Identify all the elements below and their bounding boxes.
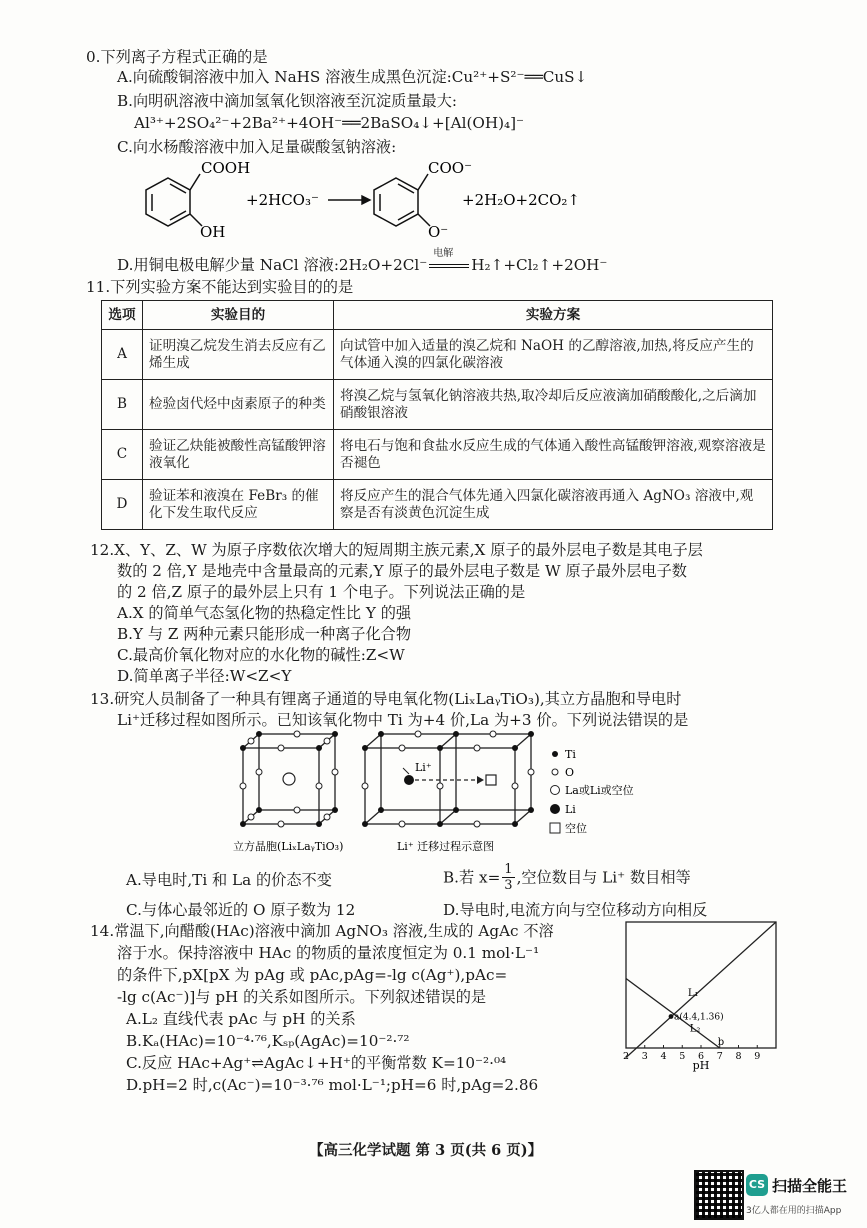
- q12-option-c: C.最高价氧化物对应的水化物的碱性:Z<W: [117, 646, 405, 664]
- products-term: +2H₂O+2CO₂↑: [462, 191, 580, 209]
- electrolysis-arrow: [427, 248, 471, 274]
- q10-option-c: C.向水杨酸溶液中加入足量碳酸氢钠溶液:: [117, 138, 397, 156]
- q10-option-d-right: H₂↑+Cl₂↑+2OH⁻: [471, 256, 608, 274]
- table-row: [102, 430, 773, 480]
- bicarbonate-term: +2HCO₃⁻: [246, 191, 319, 209]
- table-row: [102, 380, 773, 430]
- fraction-numerator: 1: [504, 862, 513, 877]
- li-label-leader: [403, 768, 409, 774]
- q12-option-d: D.简单离子半径:W<Z<Y: [117, 667, 292, 685]
- q13-option-b: [443, 862, 691, 898]
- q13-option-a: A.导电时,Ti 和 La 的价态不变: [126, 871, 332, 889]
- px-ph-chart: [618, 918, 783, 1072]
- caption-migration: Li⁺ 迁移过程示意图: [397, 840, 495, 853]
- scanner-brand-name: 扫描全能王: [772, 1177, 848, 1195]
- q10-stem: 0.下列离子方程式正确的是: [86, 48, 268, 66]
- q14-stem-line2: 溶于水。保持溶液中 HAc 的物质的量浓度恒定为 0.1 mol·L⁻¹: [117, 944, 540, 962]
- x-tick-label: 8: [735, 1051, 742, 1062]
- chart-frame: [626, 922, 776, 1048]
- fraction-denominator: 3: [504, 878, 513, 893]
- x-tick-label: 5: [679, 1051, 686, 1062]
- scanner-tagline: 3亿人都在用的扫描App: [746, 1206, 842, 1216]
- series-label-l2: L₂: [689, 1023, 701, 1035]
- migration-atoms-ti: [362, 731, 534, 827]
- header-option: 选项: [102, 301, 143, 330]
- q12-stem-line3: 的 2 倍,Z 原子的最外层上只有 1 个电子。下列说法正确的是: [117, 583, 526, 601]
- reactant-oh-label: OH: [200, 223, 226, 241]
- migration-atoms-o: [362, 731, 534, 827]
- q12-option-a: A.X 的简单气态氢化物的热稳定性比 Y 的强: [117, 604, 412, 622]
- q12-option-b: B.Y 与 Z 两种元素只能形成一种离子化合物: [117, 625, 412, 643]
- reactant-cooh-label: COOH: [201, 159, 251, 177]
- row-option: C: [102, 430, 143, 480]
- q13-stem-line2: Li⁺迁移过程如图所示。已知该氧化物中 Ti 为+4 价,La 为+3 价。下列说法错误的是: [117, 711, 689, 729]
- reaction-arrow-icon: [328, 196, 370, 204]
- product-coo-label: COO⁻: [428, 159, 472, 177]
- x-tick-label: 4: [660, 1051, 667, 1062]
- salicylate-structure: [374, 174, 430, 226]
- x-axis-label: pH: [692, 1059, 710, 1072]
- migration-arrow-icon: [477, 776, 484, 784]
- li-ion-label: Li⁺: [415, 761, 432, 774]
- legend: [550, 748, 634, 835]
- x-tick-label: 3: [641, 1051, 648, 1062]
- q10-option-b: B.向明矾溶液中滴加氢氧化钡溶液至沉淀质量最大:: [117, 92, 458, 110]
- salicylic-reaction-scheme: [140, 156, 620, 242]
- q12-stem-line2: 数的 2 倍,Y 是地壳中含量最高的元素,Y 原子的最外层电子数是 W 原子最外层电子数: [117, 562, 687, 580]
- experiment-table: [101, 300, 773, 530]
- series-label-l1: L₁: [687, 987, 699, 999]
- legend-la-li-vacancy: La或Li或空位: [565, 784, 634, 797]
- row-plan: 向试管中加入适量的溴乙烷和 NaOH 的乙醇溶液,加热,将反应产生的气体通入溴的四氯化碳溶液: [334, 330, 773, 380]
- point-b-label: b: [717, 1037, 725, 1048]
- point-a: [669, 1014, 674, 1019]
- row-goal: 检验卤代烃中卤素原子的种类: [143, 380, 334, 430]
- row-goal: 验证乙炔能被酸性高锰酸钾溶液氧化: [143, 430, 334, 480]
- point-a-label: a(4.4,1.36): [674, 1012, 724, 1023]
- q12-stem-line1: 12.X、Y、Z、W 为原子序数依次增大的短周期主族元素,X 原子的最外层电子数是其电子层: [90, 541, 703, 559]
- electrolysis-label: 电解: [433, 248, 454, 259]
- q14-option-c: C.反应 HAc+Ag⁺⇌AgAc↓+H⁺的平衡常数 K=10⁻²·⁰⁴: [126, 1054, 507, 1072]
- q13-stem-line1: 13.研究人员制备了一种具有锂离子通道的导电氧化物(LiₓLaᵧTiO₃),其立方晶胞和导电时: [90, 690, 682, 708]
- legend-li: Li: [565, 803, 576, 816]
- fraction-one-third: [502, 862, 514, 893]
- row-goal: 证明溴乙烷发生消去反应有乙烯生成: [143, 330, 334, 380]
- q10-option-a: A.向硫酸铜溶液中加入 NaHS 溶液生成黑色沉淀:Cu²⁺+S²⁻══CuS↓: [117, 68, 588, 86]
- row-option: D: [102, 480, 143, 530]
- li-ion-atom: [404, 775, 414, 785]
- q13-option-d: D.导电时,电流方向与空位移动方向相反: [443, 901, 708, 919]
- li-migration-cells: [365, 734, 531, 824]
- q11-stem: 11.下列实验方案不能达到实验目的的是: [86, 278, 354, 296]
- series-line-1: [626, 922, 776, 1057]
- table-row: [102, 330, 773, 380]
- q14-stem-line4: -lg c(Ac⁻)]与 pH 的关系如图所示。下列叙述错误的是: [117, 988, 487, 1006]
- q10-option-b-equation: Al³⁺+2SO₄²⁻+2Ba²⁺+4OH⁻══2BaSO₄↓+[Al(OH)₄]⁻: [134, 114, 525, 132]
- x-tick-label: 7: [716, 1051, 723, 1062]
- header-plan: 实验方案: [334, 301, 773, 330]
- q14-option-b: B.Kₐ(HAc)=10⁻⁴·⁷⁶,Kₛₚ(AgAc)=10⁻²·⁷²: [126, 1032, 410, 1050]
- row-plan: 将溴乙烷与氢氧化钠溶液共热,取冷却后反应液滴加硝酸酸化,之后滴加硝酸银溶液: [334, 380, 773, 430]
- q14-option-a: A.L₂ 直线代表 pAc 与 pH 的关系: [126, 1010, 356, 1028]
- q10-option-d-left: D.用铜电极电解少量 NaCl 溶液:2H₂O+2Cl⁻: [117, 256, 428, 274]
- header-goal: 实验目的: [143, 301, 334, 330]
- row-plan: 将电石与饱和食盐水反应生成的气体通入酸性高锰酸钾溶液,观察溶液是否褪色: [334, 430, 773, 480]
- body-center-site: [283, 773, 295, 785]
- x-tick-label: 9: [754, 1051, 761, 1062]
- x-tick-label: 2: [622, 1051, 630, 1062]
- caption-unit-cell: 立方晶胞(LiₓLaᵧTiO₃): [233, 840, 344, 853]
- q13-option-b-post: ,空位数目与 Li⁺ 数目相等: [516, 868, 691, 887]
- legend-ti: Ti: [565, 748, 576, 761]
- row-plan: 将反应产生的混合气体先通入四氯化碳溶液再通入 AgNO₃ 溶液中,观察是否有淡黄色沉淀生成: [334, 480, 773, 530]
- q13-option-b-pre: B.若 x=: [443, 868, 501, 887]
- legend-vacancy: 空位: [565, 822, 587, 835]
- row-option: B: [102, 380, 143, 430]
- qr-code-icon: [694, 1170, 744, 1220]
- q14-stem-line1: 14.常温下,向醋酸(HAc)溶液中滴加 AgNO₃ 溶液,生成的 AgAc 不溶: [90, 922, 554, 940]
- table-row: [102, 480, 773, 530]
- q10-option-d: [117, 248, 608, 274]
- scanner-logo: CS: [746, 1174, 768, 1196]
- product-o-label: O⁻: [428, 223, 449, 241]
- x-tick-label: 6: [697, 1051, 705, 1062]
- row-option: A: [102, 330, 143, 380]
- salicylic-acid-structure: [146, 174, 202, 226]
- vacancy-site: [486, 775, 496, 785]
- crystal-cell-figure: [225, 726, 634, 856]
- legend-o: O: [565, 766, 575, 779]
- q14-option-d: D.pH=2 时,c(Ac⁻)=10⁻³·⁷⁶ mol·L⁻¹;pH=6 时,pAg=2.86: [126, 1076, 539, 1094]
- q14-stem-line3: 的条件下,pX[pX 为 pAg 或 pAc,pAg=-lg c(Ag⁺),pAc=: [117, 966, 508, 984]
- table-header-row: [102, 301, 773, 330]
- row-goal: 验证苯和液溴在 FeBr₃ 的催化下发生取代反应: [143, 480, 334, 530]
- q13-option-c: C.与体心最邻近的 O 原子数为 12: [126, 901, 356, 919]
- page-footer: 【高三化学试题 第 3 页(共 6 页)】: [309, 1142, 543, 1159]
